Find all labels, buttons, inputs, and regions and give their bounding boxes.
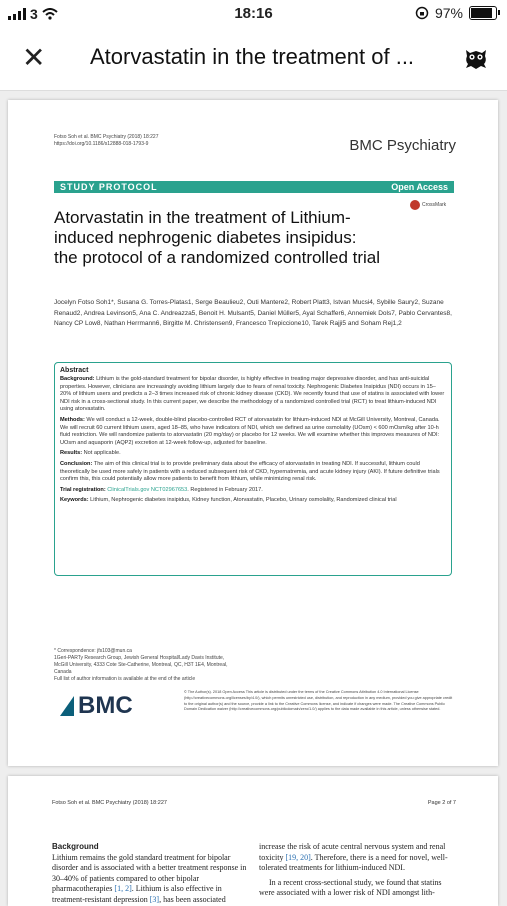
bmc-logo [60, 692, 133, 720]
clock: 18:16 [234, 5, 273, 22]
footnote-affiliation: 1Geri-PARTy Research Group, Jewish General Hospital/Lady Davis Institute, McGill University, 4333 Cote Ste-Catherine, Montreal, QC, H3T 1E4, Montreal, Canada [54, 655, 228, 675]
journal-name: BMC Psychiatry [349, 137, 456, 154]
article-type-banner [54, 181, 454, 193]
crossmark-icon [410, 200, 420, 210]
abstract-box [54, 362, 452, 576]
banner-label: STUDY PROTOCOL [60, 182, 158, 192]
open-access-label: Open Access [391, 182, 448, 192]
page-number: Page 2 of 7 [427, 800, 456, 806]
footnote-more: Full list of author information is available at the end of the article [54, 676, 196, 682]
license-text: © The Author(s). 2018 Open Access This article is distributed under the terms of the Creative Commons Attribution 4.0 International License (http://creativecommons.org/licenses/by/4.0/), which permits unrestricted use, distribution, and reproduction in any medium, provided you give appropriate credit to the original author(s) and the source, provide a link to the Creative Commons license, and indicate if changes were made. The Creative Commons Public Domain Dedication waiver (http://creativecommons.org/publicdomain/zero/1.0/) applies to the data made available in this article, unless otherwise stated. [184, 690, 453, 712]
reference-link[interactable]: [1, 2] [114, 884, 132, 893]
abstract-keywords: Keywords: Lithium, Nephrogenic diabetes insipidus, Kidney function, Atorvastatin, Placebo, Urinary osmolality, Randomized clinical trial [60, 497, 397, 504]
carrier-label: 3 [30, 6, 38, 22]
status-bar [0, 0, 507, 28]
citation-block [54, 134, 159, 148]
crossmark-badge[interactable] [410, 200, 446, 210]
abstract-methods: Methods: We will conduct a 12-week, double-blind placebo-controlled RCT of atorvastatin for lithium-induced NDI at McGill University, Montreal, Canada. We will recruit 60 current lithium users, aged 18–85, who have indicators of NDI, which we defined as urine osmolality (UOsm) < 600 mOsm/kg after 10-h fluid restriction. We will randomize patients to atorvastatin (20 mg/day) or placebo for 12 weeks. We will examine whether this improves measures of NDI: UOsm and aquaporin (AQP2) excretion at 12-week follow-up, adjusted for baseline. [60, 416, 440, 446]
citation: Fotso Soh et al. BMC Psychiatry (2018) 18:227 [54, 134, 159, 140]
owl-icon[interactable] [463, 44, 489, 70]
paragraph: In a recent cross-sectional study, we found that statins were associated with a lower risk of NDI amongst lith- [259, 877, 442, 897]
page2-column-right: increase the risk of acute central nervous system and renal toxicity [19, 20]. Therefore, there is a need for novel, well-tolerated treatments for lithium-induced NDI. In a recent cross-sectional study, we found that statins were associated with a lower risk of NDI amongst lith- [259, 842, 455, 899]
registration-link[interactable]: ClinicalTrials.gov NCT02967653 [107, 486, 188, 493]
crossmark-label: CrossMark [422, 201, 447, 208]
abstract-registration: Trial registration: ClinicalTrials.gov NCT02967653. Registered in February 2017. [60, 486, 263, 493]
battery-percent: 97% [434, 5, 463, 21]
pdf-page-1[interactable] [8, 100, 498, 766]
pdf-page-2[interactable] [8, 776, 498, 906]
page2-citation: Fotso Soh et al. BMC Psychiatry (2018) 18:227 [52, 800, 167, 806]
rotation-lock-icon [415, 6, 429, 20]
bmc-logo-icon [60, 696, 74, 716]
document-toolbar [0, 28, 507, 91]
close-icon[interactable]: ✕ [22, 42, 46, 73]
abstract-conclusion: Conclusion: The aim of this clinical trial is to provide preliminary data about the efficacy of atorvastatin in treating NDI. If successful, lithium could theoretically be used more safely in patients with a reduced subsequent risk of CKD, hypernatremia, and acute kidney injury (AKI). If future definitive trials confirm this, this could potentially allow more patients to benefit from lithium, while minimizing renal risk. [60, 460, 440, 483]
abstract-heading: Abstract [60, 367, 89, 374]
doi: https://doi.org/10.1186/s12888-018-1793-9 [54, 141, 149, 147]
section-heading: Background [52, 842, 99, 851]
author-list: Jocelyn Fotso Soh1*, Susana G. Torres-Platas1, Serge Beaulieu2, Outi Mantere2, Robert Platt3, Istvan Mucsi4, Sybille Saury2, Suzane Renaud2, Andrea Levinson5, Ana C. Andreazza5, Benoit H. Mulsant5, Daniel Müller5, Ayal Schaffer6, Annemiek Dols7, Pablo Cervantes8, Nancy CP Low8, Nathan Herrmann6, Birgitte M. Christensen9, Francesco Trepiccione10, Tarek Rajji5 and Soham Rej1,2 [54, 299, 452, 327]
article-title: Atorvastatin in the treatment of Lithium-induced nephrogenic diabetes insipidus: the protocol of a randomized controlled trial [54, 208, 381, 267]
bmc-logo-text: BMC [78, 692, 133, 719]
page2-column-left: Background Lithium remains the gold standard treatment for bipolar disorder and is associated with a better treatment response in 30–40% of patients compared to other bipolar pharmacotherapies [1, 2]. Lithium is also effective in treatment-resistant depression [3], has been associated [52, 842, 247, 904]
reference-link[interactable]: [3] [149, 894, 160, 904]
footnotes [54, 648, 234, 683]
abstract-results: Results: Not applicable. [60, 450, 121, 457]
battery-icon [469, 6, 497, 20]
abstract-background: Background: Lithium is the gold-standard treatment for bipolar disorder, is highly effective in treating major depressive disorder, and has anti-suicidal properties. However, clinicians are increasingly avoiding lithium largely due to fears of renal toxicity. Nephrogenic Diabetes Insipidus (NDI) occurs in 15–20% of lithium users and predicts a 2–3 times increased risk of chronic kidney disease (CKD). We recently found that use of statins is associated with lower NDI risk in a cross-sectional study. In this current paper, we describe the methodology of a randomized controlled trial (RCT) to treat lithium-induced NDI using atorvastatin. [60, 376, 445, 413]
reference-link[interactable]: [19, 20] [285, 852, 311, 862]
document-title: Atorvastatin in the treatment of ... [90, 44, 415, 69]
footnote-correspondence: * Correspondence: jfs103@mun.ca [54, 648, 132, 654]
battery-area [415, 5, 497, 21]
